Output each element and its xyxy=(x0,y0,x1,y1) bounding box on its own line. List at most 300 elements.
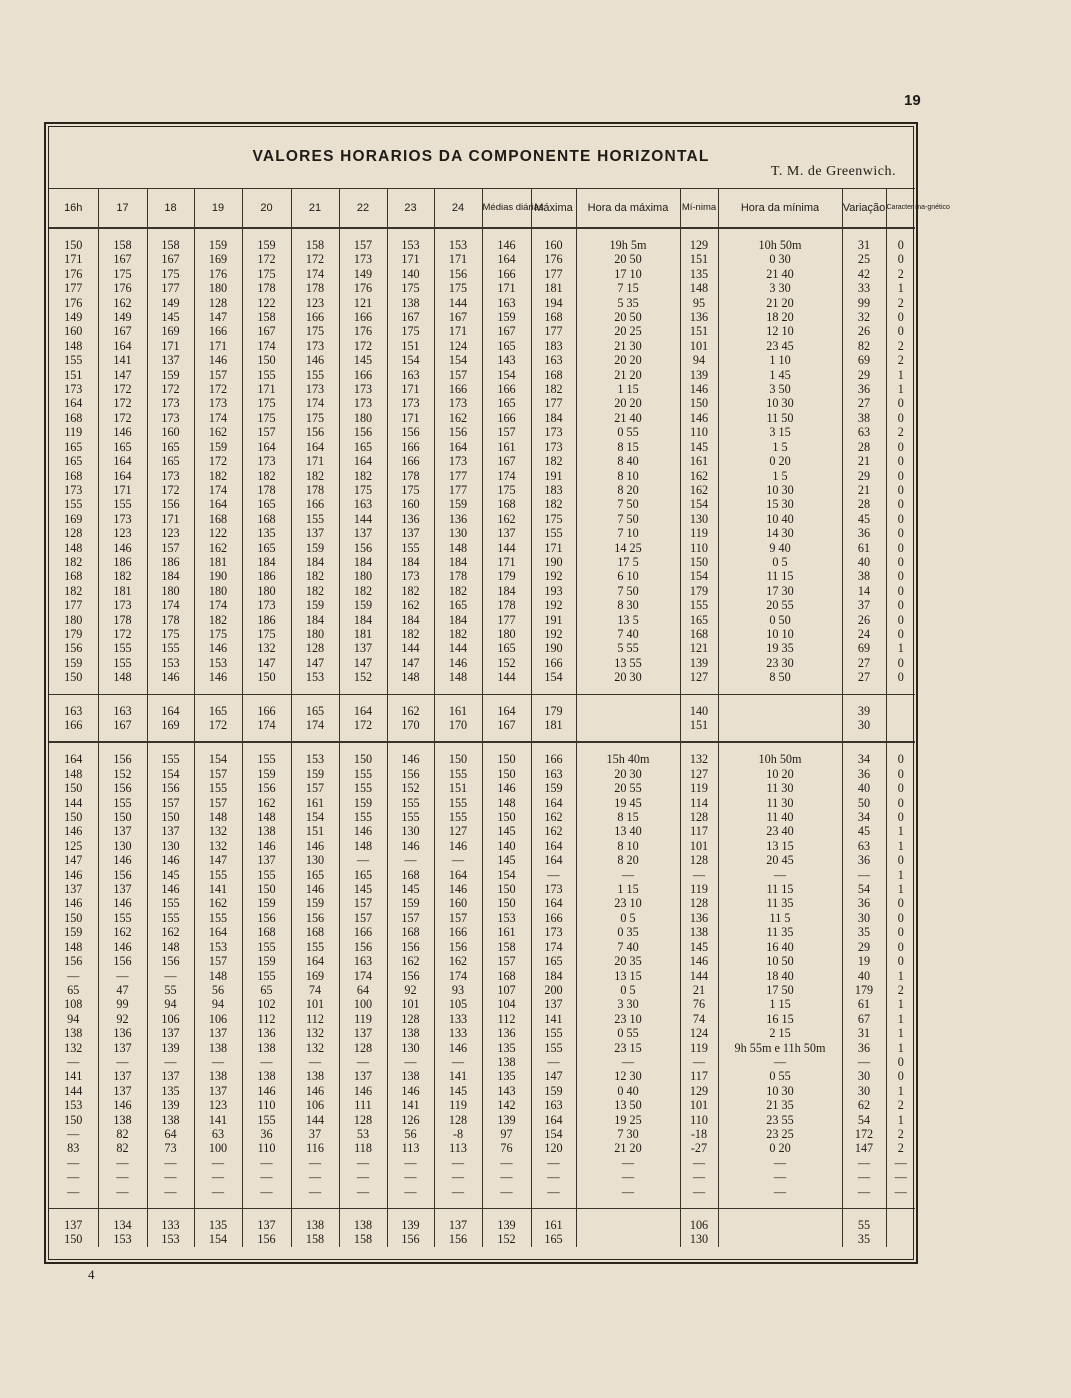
table-cell: 45 xyxy=(842,824,886,838)
table-cell: 0 20 xyxy=(718,454,842,468)
table-cell: 166 xyxy=(531,752,576,766)
table-cell: 146 xyxy=(680,954,718,968)
table-row xyxy=(49,613,915,627)
spacer-cell xyxy=(242,228,291,238)
table-frame xyxy=(44,122,950,1264)
table-cell: 63 xyxy=(194,1127,242,1141)
table-cell: 173 xyxy=(387,396,434,410)
table-cell: 101 xyxy=(680,839,718,853)
table-cell: 182 xyxy=(531,454,576,468)
table-cell: 148 xyxy=(194,969,242,983)
spacer-cell xyxy=(387,685,434,695)
spacer-cell xyxy=(680,742,718,752)
spacer-cell xyxy=(242,1199,291,1209)
table-cell: 137 xyxy=(147,824,194,838)
table-cell: 162 xyxy=(680,483,718,497)
table-cell: 74 xyxy=(291,983,339,997)
table-cell: 153 xyxy=(147,1232,194,1246)
spacer-cell xyxy=(339,742,387,752)
column-header: 21 xyxy=(291,189,339,229)
table-cell: 173 xyxy=(291,339,339,353)
table-cell: 67 xyxy=(842,1012,886,1026)
table-cell: 137 xyxy=(147,1026,194,1040)
table-cell: 1 xyxy=(886,1012,915,1026)
table-cell: 166 xyxy=(339,368,387,382)
table-cell: 145 xyxy=(482,853,531,867)
table-cell: 153 xyxy=(387,238,434,252)
table-cell: 157 xyxy=(434,911,482,925)
table-cell: 10 30 xyxy=(718,1084,842,1098)
table-cell: 161 xyxy=(680,454,718,468)
table-cell: 150 xyxy=(64,781,83,796)
table-cell: 177 xyxy=(147,281,194,295)
table-cell: 20 30 xyxy=(576,670,680,684)
table-cell: 127 xyxy=(680,767,718,781)
table-cell: 151 xyxy=(291,824,339,838)
table-cell: 145 xyxy=(387,882,434,896)
table-cell: 0 xyxy=(886,853,915,867)
table-cell: 112 xyxy=(482,1012,531,1026)
table-cell: 165 xyxy=(147,454,194,468)
spacer-cell xyxy=(842,732,886,742)
table-cell: 112 xyxy=(242,1012,291,1026)
table-cell: 172 xyxy=(339,718,387,732)
table-cell: 119 xyxy=(64,425,83,440)
header-row xyxy=(49,189,915,229)
column-header: 19 xyxy=(194,189,242,229)
table-cell: 144 xyxy=(434,641,482,655)
table-cell: 168 xyxy=(680,627,718,641)
table-cell: 175 xyxy=(291,411,339,425)
table-cell: 15 30 xyxy=(718,497,842,511)
spacer-cell xyxy=(718,694,842,704)
table-cell: 146 xyxy=(387,1084,434,1098)
table-cell: 155 xyxy=(339,810,387,824)
table-cell: 150 xyxy=(434,752,482,766)
table-cell: 107 xyxy=(482,983,531,997)
table-cell: 150 xyxy=(680,396,718,410)
table-cell: 153 xyxy=(64,1098,83,1113)
summary-row xyxy=(49,1218,915,1232)
table-cell: 150 xyxy=(242,670,291,684)
table-cell xyxy=(718,1232,842,1246)
table-cell: 50 xyxy=(842,796,886,810)
table-cell: 183 xyxy=(531,339,576,353)
table-cell: 110 xyxy=(242,1098,291,1112)
table-cell: 155 xyxy=(194,868,242,882)
table-cell: 143 xyxy=(482,1084,531,1098)
table-cell: 165 xyxy=(291,704,339,718)
table-cell: 148 xyxy=(242,810,291,824)
table-cell: 146 xyxy=(147,670,194,684)
table-cell: 166 xyxy=(291,310,339,324)
table-cell: 161 xyxy=(531,1218,576,1232)
table-cell: — xyxy=(576,1055,680,1069)
table-cell: 164 xyxy=(291,954,339,968)
table-cell: 155 xyxy=(387,810,434,824)
table-cell: — xyxy=(67,1170,80,1185)
table-cell: — xyxy=(387,853,434,867)
table-cell: 174 xyxy=(339,969,387,983)
row-spacer xyxy=(49,694,915,704)
table-cell: 151 xyxy=(387,339,434,353)
table-cell: 154 xyxy=(482,868,531,882)
table-cell: 178 xyxy=(98,613,147,627)
spacer-cell xyxy=(339,228,387,238)
table-cell: 150 xyxy=(64,1112,83,1127)
table-cell: — xyxy=(194,1185,242,1199)
table-cell: 150 xyxy=(482,896,531,910)
table-cell: 94 xyxy=(680,353,718,367)
table-cell: 32 xyxy=(842,310,886,324)
table-cell: — xyxy=(98,969,147,983)
table-cell: 174 xyxy=(482,469,531,483)
table-cell: 157 xyxy=(482,954,531,968)
table-cell: 164 xyxy=(242,440,291,454)
table-cell: 155 xyxy=(339,781,387,795)
table-cell: 0 xyxy=(886,598,915,612)
table-cell: 21 30 xyxy=(576,339,680,353)
table-cell: 20 50 xyxy=(576,310,680,324)
table-cell: 164 xyxy=(98,339,147,353)
table-cell: 160 xyxy=(434,896,482,910)
table-cell: 171 xyxy=(482,555,531,569)
table-cell: 117 xyxy=(680,1069,718,1083)
table-cell: 142 xyxy=(482,1098,531,1112)
table-cell: 0 xyxy=(886,781,915,795)
table-cell: 10 30 xyxy=(718,483,842,497)
table-cell: 155 xyxy=(147,641,194,655)
table-cell: 174 xyxy=(434,969,482,983)
table-cell: 31 xyxy=(842,238,886,252)
spacer-cell xyxy=(886,694,915,704)
table-cell: 144 xyxy=(339,512,387,526)
table-cell: 37 xyxy=(842,598,886,612)
table-cell: 0 xyxy=(886,310,915,324)
table-cell: 163 xyxy=(482,296,531,310)
table-cell: 164 xyxy=(339,704,387,718)
spacer-cell xyxy=(482,732,531,742)
table-cell: 82 xyxy=(842,339,886,353)
table-cell: 11 40 xyxy=(718,810,842,824)
table-cell: 14 25 xyxy=(576,541,680,555)
table-cell: 10 50 xyxy=(718,954,842,968)
table-cell: 0 xyxy=(886,1055,915,1069)
table-cell: 110 xyxy=(680,425,718,439)
table-cell: 112 xyxy=(291,1012,339,1026)
table-cell: 123 xyxy=(291,296,339,310)
table-cell: 21 20 xyxy=(718,296,842,310)
table-cell: 164 xyxy=(147,704,194,718)
table-cell: 35 xyxy=(842,925,886,939)
table-cell: 1 xyxy=(886,882,915,896)
table-cell: 156 xyxy=(98,868,147,882)
table-cell: 167 xyxy=(482,718,531,732)
table-cell: 170 xyxy=(434,718,482,732)
table-cell: 157 xyxy=(339,896,387,910)
table-cell: — xyxy=(291,1055,339,1069)
table-cell: 99 xyxy=(842,296,886,310)
table-cell: 166 xyxy=(291,497,339,511)
column-header: 23 xyxy=(387,189,434,229)
table-cell: 155 xyxy=(194,781,242,795)
table-cell: 138 xyxy=(680,925,718,939)
table-cell: 23 10 xyxy=(576,1012,680,1026)
table-cell: 138 xyxy=(64,1026,83,1041)
table-cell: 149 xyxy=(147,296,194,310)
column-header: 16h xyxy=(49,189,98,229)
table-cell: — xyxy=(718,1170,842,1184)
table-cell: 172 xyxy=(147,483,194,497)
table-cell: 8 10 xyxy=(576,469,680,483)
table-cell: 155 xyxy=(387,541,434,555)
table-cell: 182 xyxy=(64,583,83,598)
table-cell: 161 xyxy=(482,925,531,939)
table-cell: 171 xyxy=(64,252,83,267)
table-cell: 138 xyxy=(194,1069,242,1083)
table-cell: 174 xyxy=(242,718,291,732)
table-cell: 156 xyxy=(339,940,387,954)
table-cell: 10 30 xyxy=(718,396,842,410)
table-cell: 36 xyxy=(842,767,886,781)
table-cell: 146 xyxy=(98,853,147,867)
table-cell: 177 xyxy=(482,613,531,627)
table-cell xyxy=(576,1218,680,1232)
table-cell: 30 xyxy=(842,1069,886,1083)
spacer-cell xyxy=(194,742,242,752)
table-cell: 169 xyxy=(64,511,83,526)
table-row xyxy=(49,627,915,641)
table-cell: 166 xyxy=(434,925,482,939)
spacer-cell xyxy=(886,732,915,742)
table-cell: 136 xyxy=(680,911,718,925)
table-cell: — xyxy=(67,1126,80,1141)
table-cell: 13 50 xyxy=(576,1098,680,1112)
table-cell: 0 xyxy=(886,940,915,954)
table-row xyxy=(49,512,915,526)
table-cell: 160 xyxy=(387,497,434,511)
table-cell: 167 xyxy=(98,718,147,732)
table-cell: 156 xyxy=(98,954,147,968)
table-row xyxy=(49,555,915,569)
table-cell: 172 xyxy=(242,252,291,266)
table-cell: 146 xyxy=(98,425,147,439)
table-cell: — xyxy=(98,1170,147,1184)
table-cell: 3 30 xyxy=(718,281,842,295)
table-cell: 157 xyxy=(242,425,291,439)
table-cell: 146 xyxy=(339,1084,387,1098)
table-cell: 139 xyxy=(147,1098,194,1112)
table-cell: 36 xyxy=(842,896,886,910)
table-cell: 148 xyxy=(339,839,387,853)
spacer-cell xyxy=(291,732,339,742)
table-cell: 63 xyxy=(842,839,886,853)
table-cell: 28 xyxy=(842,440,886,454)
table-cell: 128 xyxy=(339,1113,387,1127)
table-cell: 147 xyxy=(291,656,339,670)
table-cell: — xyxy=(194,1156,242,1170)
table-cell: — xyxy=(339,1170,387,1184)
table-cell: 153 xyxy=(291,752,339,766)
table-cell: 162 xyxy=(434,954,482,968)
table-cell: — xyxy=(242,1156,291,1170)
table-row xyxy=(49,824,915,838)
table-cell: 175 xyxy=(98,267,147,281)
table-cell: 146 xyxy=(194,670,242,684)
spacer-cell xyxy=(49,1199,98,1209)
table-cell: 119 xyxy=(680,1041,718,1055)
table-cell: 167 xyxy=(98,252,147,266)
table-cell: 180 xyxy=(339,411,387,425)
column-header: 20 xyxy=(242,189,291,229)
table-cell: 172 xyxy=(98,411,147,425)
table-cell: 114 xyxy=(680,796,718,810)
table-cell: — xyxy=(531,1185,576,1199)
table-cell: 18 40 xyxy=(718,969,842,983)
table-cell: 159 xyxy=(291,767,339,781)
table-cell: — xyxy=(680,1055,718,1069)
table-row xyxy=(49,983,915,997)
table-cell: 152 xyxy=(98,767,147,781)
table-cell: 159 xyxy=(291,541,339,555)
table-cell: 157 xyxy=(339,911,387,925)
table-cell xyxy=(718,1218,842,1232)
table-cell: 154 xyxy=(482,368,531,382)
table-cell: 0 xyxy=(886,440,915,454)
spacer-cell xyxy=(434,685,482,695)
table-cell: 175 xyxy=(387,483,434,497)
table-cell: 129 xyxy=(680,1084,718,1098)
table-cell: 155 xyxy=(98,796,147,810)
table-cell: 154 xyxy=(147,767,194,781)
table-cell: 10 40 xyxy=(718,512,842,526)
table-row xyxy=(49,1084,915,1098)
table-cell: 163 xyxy=(531,767,576,781)
table-cell: 1 5 xyxy=(718,469,842,483)
table-cell: 182 xyxy=(387,584,434,598)
table-cell: 20 50 xyxy=(576,252,680,266)
table-cell: 137 xyxy=(482,526,531,540)
table-cell: 190 xyxy=(531,641,576,655)
table-cell: 152 xyxy=(387,781,434,795)
table-cell: 175 xyxy=(242,396,291,410)
table-cell: 169 xyxy=(147,718,194,732)
table-cell: 1 xyxy=(886,1084,915,1098)
spacer-cell xyxy=(194,1199,242,1209)
table-cell: 1 15 xyxy=(576,882,680,896)
table-cell: 177 xyxy=(434,469,482,483)
table-cell: 21 xyxy=(680,983,718,997)
spacer-cell xyxy=(842,1199,886,1209)
table-cell: — xyxy=(718,1185,842,1199)
table-cell: 128 xyxy=(339,1041,387,1055)
table-cell: — xyxy=(387,1156,434,1170)
table-cell: 136 xyxy=(482,1026,531,1040)
table-cell: 166 xyxy=(387,440,434,454)
table-cell: 113 xyxy=(434,1141,482,1155)
table-cell: 0 xyxy=(886,670,915,684)
table-cell: 157 xyxy=(194,368,242,382)
table-cell: 92 xyxy=(98,1012,147,1026)
table-cell: 8 15 xyxy=(576,440,680,454)
table-cell: 149 xyxy=(64,310,83,325)
table-row xyxy=(49,882,915,896)
table-cell: 155 xyxy=(680,598,718,612)
table-cell: 138 xyxy=(291,1069,339,1083)
table-cell: 175 xyxy=(147,267,194,281)
table-cell: 148 xyxy=(194,810,242,824)
table-row xyxy=(49,853,915,867)
table-row xyxy=(49,1069,915,1083)
table-cell: 153 xyxy=(98,1232,147,1246)
table-cell xyxy=(576,1232,680,1246)
table-cell: 119 xyxy=(434,1098,482,1112)
table-cell: 26 xyxy=(842,324,886,338)
spacer-cell xyxy=(886,742,915,752)
table-cell: 125 xyxy=(64,838,83,853)
table-cell: 178 xyxy=(242,483,291,497)
table-cell: — xyxy=(718,1055,842,1069)
table-cell: 148 xyxy=(387,670,434,684)
table-cell: 132 xyxy=(291,1026,339,1040)
table-cell: 27 xyxy=(842,656,886,670)
table-cell: 148 xyxy=(64,766,83,781)
table-cell: 1 xyxy=(886,641,915,655)
table-cell: 102 xyxy=(242,997,291,1011)
table-cell: 179 xyxy=(680,584,718,598)
table-cell: 167 xyxy=(242,324,291,338)
table-cell: 158 xyxy=(291,238,339,252)
spacer-cell xyxy=(49,1209,98,1219)
spacer-cell xyxy=(194,1209,242,1219)
table-cell: 175 xyxy=(387,281,434,295)
spacer-cell xyxy=(339,732,387,742)
table-cell: 146 xyxy=(434,1041,482,1055)
table-cell: 21 xyxy=(842,483,886,497)
table-cell: 164 xyxy=(98,454,147,468)
table-cell: 159 xyxy=(64,925,83,940)
table-cell: 170 xyxy=(387,718,434,732)
table-cell: 146 xyxy=(291,1084,339,1098)
table-cell: 124 xyxy=(680,1026,718,1040)
table-cell: 173 xyxy=(291,382,339,396)
table-cell: 7 50 xyxy=(576,584,680,598)
table-cell: 113 xyxy=(387,1141,434,1155)
table-cell: 0 30 xyxy=(718,252,842,266)
table-cell: 173 xyxy=(242,454,291,468)
table-cell: 173 xyxy=(147,396,194,410)
table-cell: 151 xyxy=(680,718,718,732)
spacer-cell xyxy=(242,1209,291,1219)
column-header: Médias diárias xyxy=(482,189,531,229)
spacer-cell xyxy=(291,228,339,238)
table-row xyxy=(49,310,915,324)
table-cell: 31 xyxy=(842,1026,886,1040)
table-cell: 179 xyxy=(482,569,531,583)
table-cell: 162 xyxy=(434,411,482,425)
table-cell: 95 xyxy=(680,296,718,310)
table-cell: 156 xyxy=(147,954,194,968)
spacer-cell xyxy=(531,732,576,742)
table-cell: 178 xyxy=(434,569,482,583)
spacer-cell xyxy=(291,1199,339,1209)
table-header xyxy=(49,189,950,229)
table-cell: 172 xyxy=(194,382,242,396)
table-cell: 146 xyxy=(387,752,434,766)
table-cell: 128 xyxy=(680,853,718,867)
table-cell: 137 xyxy=(339,526,387,540)
table-cell: 137 xyxy=(64,1218,83,1232)
